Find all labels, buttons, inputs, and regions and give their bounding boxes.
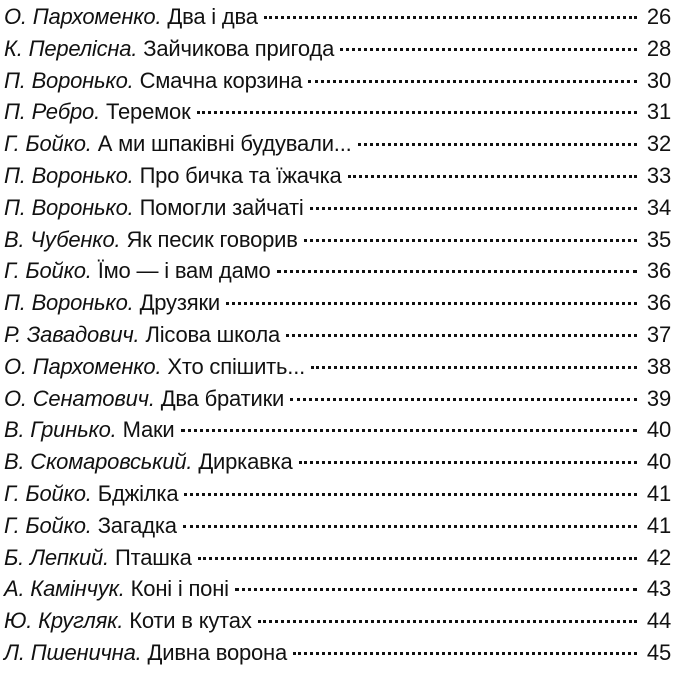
toc-entry-page-number: 44 xyxy=(646,608,671,634)
dot-leader xyxy=(340,48,637,51)
toc-entry-author: О. Пархоменко. xyxy=(4,4,162,29)
toc-entry-author: П. Воронько. xyxy=(4,162,134,188)
toc-entry xyxy=(4,255,671,287)
toc-entry-page-number: 40 xyxy=(646,417,671,443)
toc-entry-page-number: 41 xyxy=(646,480,671,506)
dot-leader xyxy=(183,525,637,528)
toc-entry-page-number: 34 xyxy=(646,194,671,220)
toc-entry-title: Хто спішить... xyxy=(167,353,306,379)
toc-entry xyxy=(4,383,671,415)
toc-entry-author: О. Сенатович. xyxy=(4,385,155,411)
toc-entry-title: А ми шпаківні будували... xyxy=(97,131,352,157)
dot-leader xyxy=(181,429,637,432)
toc-entry-author: Л. Пшенична. xyxy=(4,639,142,665)
toc-entry-author: П. Воронько. xyxy=(4,67,134,93)
toc-entry xyxy=(4,478,671,510)
dot-leader xyxy=(286,334,637,337)
toc-entry-author: П. Ребро. xyxy=(4,99,100,125)
toc-entry-author: К. Перелісна. xyxy=(4,35,138,61)
toc-entry-title: Їмо — і вам дамо xyxy=(97,258,271,284)
toc-entry-author: Р. Завадович. xyxy=(4,321,140,347)
toc-entry-page-number: 42 xyxy=(646,544,671,570)
toc-entry-title: Два і два xyxy=(167,4,258,29)
toc-entry-author: Ю. Кругляк. xyxy=(4,608,124,634)
toc-entry-page-number: 30 xyxy=(646,67,671,93)
toc-entry xyxy=(4,192,671,224)
toc-entry-page-number: 33 xyxy=(646,162,671,188)
toc-entry-author: П. Воронько. xyxy=(4,194,134,220)
dot-leader xyxy=(348,175,637,178)
toc-entry-author: В. Скомаровський. xyxy=(4,449,193,475)
toc-entry-title: Смачна корзина xyxy=(139,67,303,93)
toc-entry-page-number: 45 xyxy=(646,639,671,665)
toc-entry-title: Маки xyxy=(122,417,175,443)
toc-entry xyxy=(4,33,671,65)
dot-leader xyxy=(308,80,637,83)
dot-leader xyxy=(184,493,637,496)
dot-leader xyxy=(235,588,637,591)
toc-entry xyxy=(4,414,671,446)
toc-entry xyxy=(4,128,671,160)
toc-entry-author: П. Воронько. xyxy=(4,290,134,316)
toc-entry-title: Пташка xyxy=(114,544,192,570)
dot-leader xyxy=(358,143,637,146)
toc-entry-title: Коти в кутах xyxy=(129,608,252,634)
toc-entry-page-number: 39 xyxy=(646,385,671,411)
toc-entry-author: Б. Лепкий. xyxy=(4,544,109,570)
toc-entry-title: Друзяки xyxy=(139,290,220,316)
toc-entry xyxy=(4,65,671,97)
toc-entry-title: Помогли зайчаті xyxy=(139,194,304,220)
toc-entry-page-number: 41 xyxy=(646,512,671,538)
toc-entry-author: А. Камінчук. xyxy=(4,576,125,602)
toc-entry xyxy=(4,510,671,542)
toc-entry-page-number: 38 xyxy=(646,353,671,379)
toc-entry xyxy=(4,637,671,669)
toc-entry xyxy=(4,605,671,637)
toc-entry-page-number: 36 xyxy=(646,258,671,284)
toc-entry-title: Загадка xyxy=(97,512,177,538)
toc-entry-title: Бджілка xyxy=(97,480,179,506)
toc-entry xyxy=(4,319,671,351)
toc-entry-title: Теремок xyxy=(106,99,191,125)
toc-entry-author: Г. Бойко. xyxy=(4,131,92,157)
dot-leader xyxy=(310,207,637,210)
toc-entry-title: Два братики xyxy=(160,385,285,411)
toc-entry xyxy=(4,446,671,478)
toc-entry-title: Як песик говорив xyxy=(126,226,298,252)
toc-entry-page-number: 43 xyxy=(646,576,671,602)
dot-leader xyxy=(197,111,638,114)
toc-entry-page-number: 26 xyxy=(646,4,671,29)
toc-entry xyxy=(4,287,671,319)
toc-entry-title: Дивна ворона xyxy=(147,639,288,665)
dot-leader xyxy=(258,620,637,623)
dot-leader xyxy=(198,557,637,560)
toc-entry-author: Г. Бойко. xyxy=(4,258,92,284)
toc-entry-page-number: 32 xyxy=(646,131,671,157)
toc-entry-title: Коні і поні xyxy=(130,576,229,602)
toc-entry-page-number: 35 xyxy=(646,226,671,252)
toc-entry-author: Г. Бойко. xyxy=(4,480,92,506)
dot-leader xyxy=(304,239,637,242)
toc-entry-title: Зайчикова пригода xyxy=(143,35,335,61)
toc-entry xyxy=(4,96,671,128)
dot-leader xyxy=(226,302,637,305)
toc-entry xyxy=(4,542,671,574)
toc-entry-author: В. Чубенко. xyxy=(4,226,121,252)
toc-entry-author: О. Пархоменко. xyxy=(4,353,162,379)
toc-entry-author: В. Гринько. xyxy=(4,417,117,443)
dot-leader xyxy=(311,366,637,369)
toc-entry xyxy=(4,1,671,33)
toc-entry xyxy=(4,573,671,605)
toc-entry-page-number: 37 xyxy=(646,321,671,347)
toc-entry xyxy=(4,351,671,383)
toc-entry-page-number: 28 xyxy=(646,35,671,61)
dot-leader xyxy=(293,652,637,655)
toc-entry-author: Г. Бойко. xyxy=(4,512,92,538)
toc-entry-title: Про бичка та їжачка xyxy=(139,162,342,188)
toc-entry-page-number: 40 xyxy=(646,449,671,475)
table-of-contents xyxy=(4,0,671,700)
dot-leader xyxy=(277,270,637,273)
dot-leader xyxy=(264,16,637,19)
toc-entry-title: Диркавка xyxy=(198,449,293,475)
dot-leader xyxy=(299,461,637,464)
toc-entry-page-number: 31 xyxy=(646,99,671,125)
toc-entry-page-number: 36 xyxy=(646,290,671,316)
toc-entry-title: Лісова школа xyxy=(145,321,281,347)
toc-entry xyxy=(4,160,671,192)
toc-entry xyxy=(4,224,671,256)
dot-leader xyxy=(290,398,637,401)
